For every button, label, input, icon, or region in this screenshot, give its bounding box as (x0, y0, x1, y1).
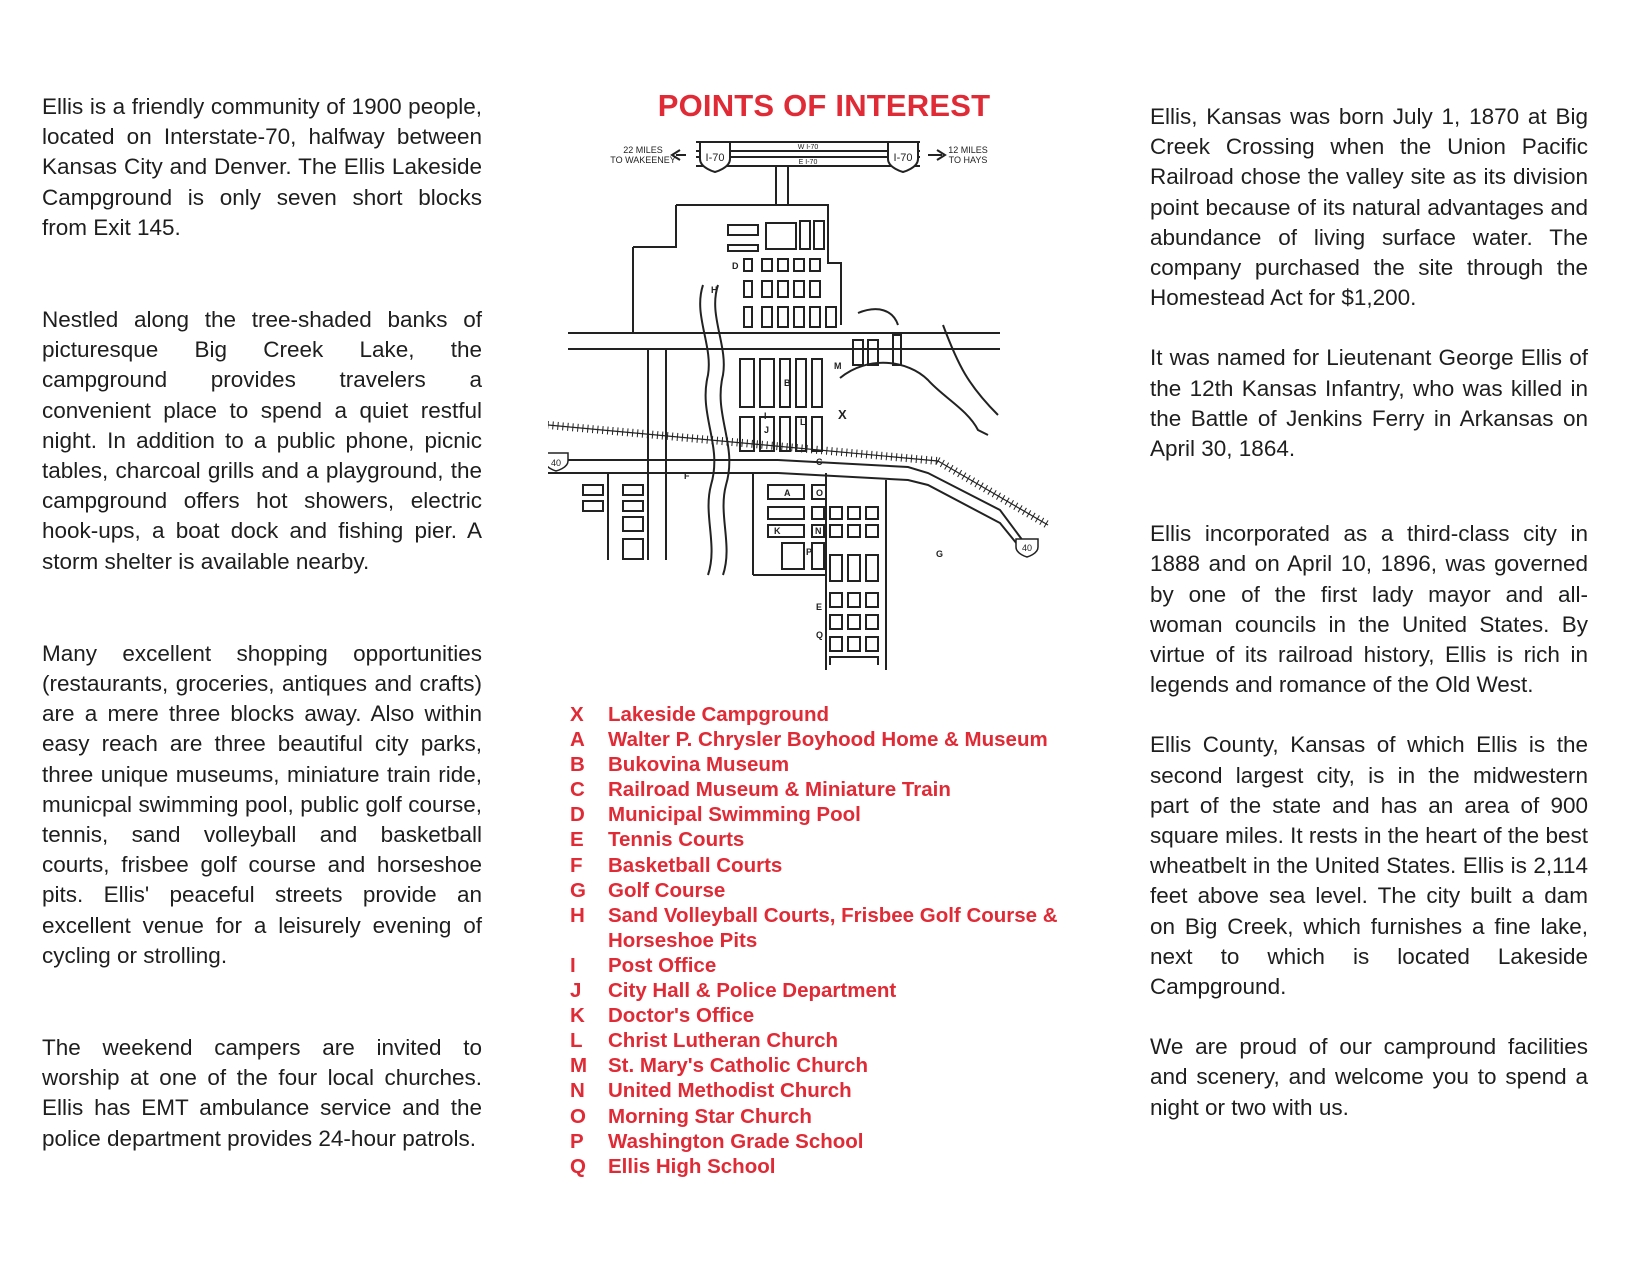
history-paragraph: Ellis, Kansas was born July 1, 1870 at Big Creek Crossing when the Union Pacific Railroad chose the valley site as its division point because of its natural advantages and abundance of living surface water. The company purchased the site through the Homestead Act for $1,200. (1150, 104, 1588, 311)
legend-name: United Methodist Church (608, 1079, 852, 1103)
map-marker-m: M (834, 361, 842, 371)
legend-key: E (570, 828, 584, 852)
legend-item (570, 903, 1090, 953)
legend-item (570, 827, 1090, 852)
legend-item (570, 1078, 1090, 1103)
right-column (1150, 102, 1588, 1123)
points-legend (570, 702, 1090, 1179)
intro-paragraph: Ellis is a friendly community of 1900 people, located on Interstate-70, halfway between Kansas City and Denver. The Ellis Lakeside Campground is only seven short blocks from Exit 145. (42, 94, 482, 240)
legend-name: Sand Volleyball Courts, Frisbee Golf Course & Horseshoe Pits (608, 903, 1058, 952)
legend-name: Christ Lutheran Church (608, 1029, 839, 1053)
legend-item (570, 953, 1090, 978)
legend-item (570, 802, 1090, 827)
legend-item (570, 878, 1090, 903)
town-map (548, 135, 1100, 690)
legend-key: L (570, 1029, 583, 1053)
legend-key: N (570, 1079, 585, 1103)
highway-40-shield-west (548, 453, 568, 471)
legend-item (570, 1028, 1090, 1053)
map-marker-o: O (816, 488, 824, 498)
map-marker-x: X (838, 407, 847, 422)
legend-key: X (570, 703, 584, 726)
map-marker-a: A (784, 488, 791, 498)
campground-paragraph: Nestled along the tree-shaded banks of picturesque Big Creek Lake, the campground provides travelers a convenient place to spend a quiet restful night. In addition to a public phone, picnic tables, charcoal grills and a playground, the campground offers hot showers, electric hook-ups, a boat dock and fishing pier. A storm shelter is available nearby. (42, 307, 482, 574)
map-marker-e: E (816, 602, 823, 612)
legend-name: Morning Star Church (608, 1104, 812, 1128)
legend-name: Golf Course (608, 878, 726, 902)
legend-item (570, 1104, 1090, 1129)
map-marker-h: H (711, 285, 718, 295)
legend-name: Post Office (608, 953, 717, 977)
legend-key: J (570, 979, 582, 1003)
map-marker-g: G (936, 549, 944, 559)
legend-name: Railroad Museum & Miniature Train (608, 778, 951, 802)
ramp-label-east-i70: E I-70 (798, 159, 818, 166)
map-marker-d: D (732, 261, 739, 271)
highway-40-shield-east (1016, 539, 1038, 557)
interstate-shield-west (700, 142, 730, 172)
legend-key: B (570, 753, 585, 777)
legend-name: Ellis High School (608, 1154, 776, 1178)
map-marker-j: J (764, 425, 770, 435)
legend-item (570, 1129, 1090, 1154)
map-marker-i: I (764, 411, 767, 421)
legend-key: K (570, 1004, 585, 1028)
legend-key: D (570, 803, 585, 827)
east-distance-line1: 12 MILES (948, 145, 988, 155)
legend-key: M (570, 1054, 588, 1078)
worship-paragraph: The weekend campers are invited to worship at one of the four local churches. Ellis has EMT ambulance service and the police department provides 24-hour patrols. (42, 1035, 482, 1151)
legend-item (570, 853, 1090, 878)
interstate-shield-east (888, 142, 918, 172)
left-column (42, 92, 482, 1154)
legend-key: H (570, 903, 585, 927)
legend-key: O (570, 1104, 586, 1128)
legend-name: Bukovina Museum (608, 753, 790, 777)
legend-name: Lakeside Campground (608, 703, 829, 726)
welcome-paragraph: We are proud of our campround facilities and scenery, and welcome you to spend a night or two with us. (1150, 1034, 1588, 1120)
legend-name: Basketball Courts (608, 853, 783, 877)
legend-key: A (570, 728, 585, 752)
shopping-paragraph: Many excellent shopping opportunities (restaurants, groceries, antiques and crafts) are a mere three blocks away. Also within easy reach are three beautiful city parks, three unique museums, miniature train ride, municpal swimming pool, public golf course, tennis, sand volleyball and basketball courts, frisbee golf course and horseshoe pits. Ellis' peaceful streets provide an excellent venue for a leisurely evening of cycling or strolling. (42, 640, 482, 968)
map-marker-c: C (816, 457, 823, 467)
legend-name: St. Mary's Catholic Church (608, 1054, 869, 1078)
legend-item (570, 1154, 1090, 1179)
legend-name: Tennis Courts (608, 828, 745, 852)
svg-text:40: 40 (550, 458, 562, 468)
map-marker-f: F (684, 471, 690, 481)
legend-item (570, 727, 1090, 752)
map-marker-q: Q (816, 630, 824, 640)
legend-item (570, 1053, 1090, 1078)
incorporation-paragraph: Ellis incorporated as a third-class city in 1888 and on April 10, 1896, was governed by one of the first lady mayor and all-woman councils in the United States. By virtue of its railroad history, Ellis is rich in legends and romance of the Old West. (1150, 521, 1588, 698)
west-distance-line1: 22 MILES (623, 145, 663, 155)
legend-name: City Hall & Police Department (608, 979, 897, 1003)
legend-name: Doctor's Office (608, 1004, 755, 1028)
svg-text:I-70: I-70 (893, 152, 913, 164)
legend-name: Washington Grade School (608, 1129, 864, 1153)
legend-key: C (570, 778, 585, 802)
legend-key: I (570, 953, 576, 977)
legend-item (570, 752, 1090, 777)
ramp-label-west-i70: W I-70 (797, 144, 819, 151)
legend-name: Walter P. Chrysler Boyhood Home & Museum (608, 728, 1048, 752)
map-marker-p: P (806, 547, 813, 557)
map-marker-n: N (815, 526, 822, 536)
map-marker-b: B (784, 378, 791, 388)
legend-item (570, 978, 1090, 1003)
legend-key: Q (570, 1154, 586, 1178)
map-marker-l: L (800, 417, 806, 427)
legend-item (570, 1003, 1090, 1028)
legend-item (570, 777, 1090, 802)
east-distance-line2: TO HAYS (948, 155, 988, 165)
naming-paragraph: It was named for Lieutenant George Ellis of the 12th Kansas Infantry, who was killed in the Battle of Jenkins Ferry in Arkansas on April 30, 1864. (1150, 345, 1588, 462)
legend-key: G (570, 878, 586, 902)
points-of-interest-title: POINTS OF INTEREST (657, 88, 991, 123)
legend-item (570, 702, 1090, 727)
west-distance-line2: TO WAKEENEY (610, 155, 676, 165)
map-marker-k: K (774, 526, 781, 536)
legend-name: Municipal Swimming Pool (608, 803, 861, 827)
county-paragraph: Ellis County, Kansas of which Ellis is the second largest city, is in the midwestern part of the state and has an area of 900 square miles. It rests in the heart of the best wheatbelt in the United States. Ellis is 2,114 feet above sea level. The city built a dam on Big Creek, which furnishes a fine lake, next to which is located Lakeside Campground. (1150, 732, 1588, 1000)
legend-key: P (570, 1129, 584, 1153)
legend-key: F (570, 853, 583, 877)
svg-text:40: 40 (1021, 543, 1033, 553)
svg-text:I-70: I-70 (705, 152, 725, 164)
